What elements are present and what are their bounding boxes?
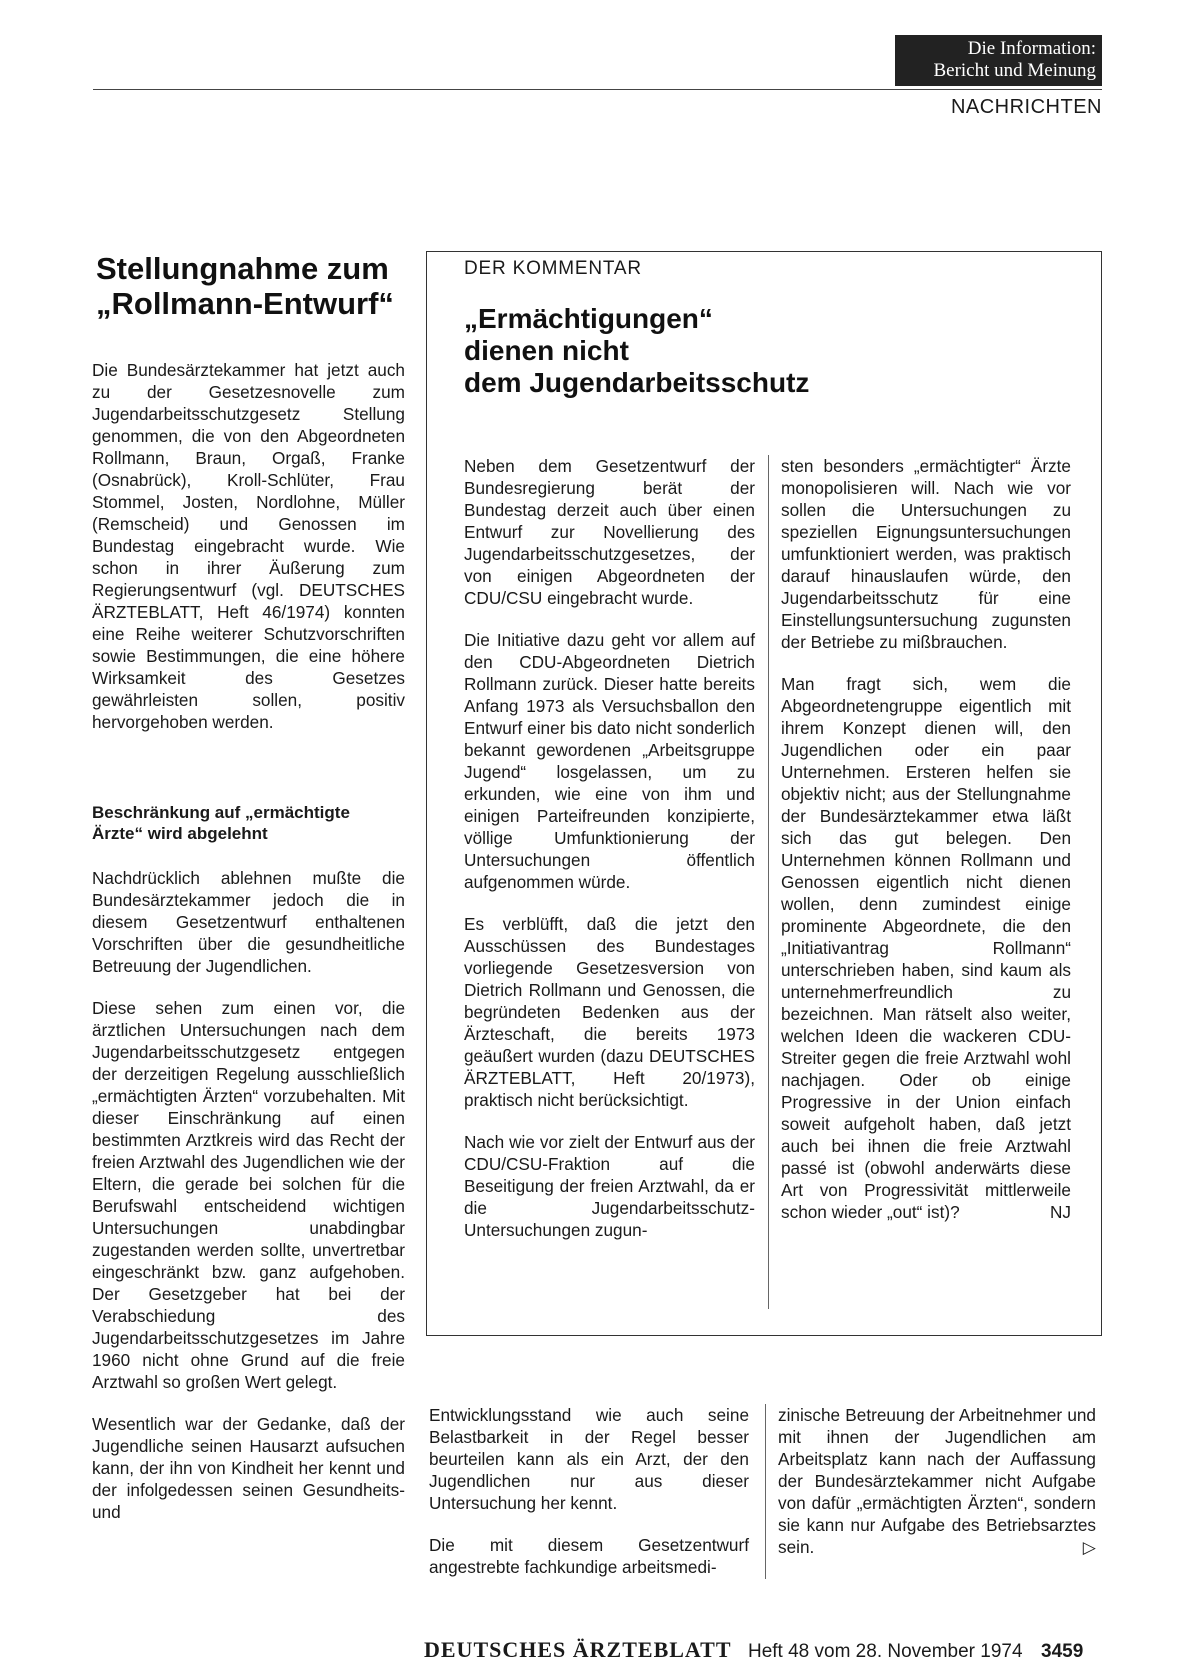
header-rule (93, 89, 1102, 90)
continuation-column-1 (429, 1404, 749, 1598)
page-number: 3459 (1041, 1641, 1084, 1662)
commentary-title-line-2: dienen nicht (464, 335, 629, 366)
left-article-subheading (92, 802, 405, 844)
journal-name: DEUTSCHES ÄRZTEBLATT (424, 1637, 732, 1662)
left-article-body (92, 867, 405, 1543)
left-title-line-1: Stellungnahme zum (96, 251, 389, 286)
commentary-title-line-1: „Ermächtigungen“ (464, 303, 713, 334)
continuation-paragraph: Entwicklungsstand wie auch seine Belastbarkeit in der Regel besser beurteilen kann als ein Arzt, der den Jugendlichen nur aus dieser Untersuchung her kennt. (429, 1405, 749, 1513)
commentary-paragraph: Nach wie vor zielt der Entwurf aus der CDU/CSU-Fraktion auf die Beseitigung der freien Arztwahl, da er die Jugendarbeitsschutz-Untersuchungen zugun- (464, 1132, 755, 1240)
signature: NJ (1049, 1202, 1071, 1222)
issue-info: Heft 48 vom 28. November 1974 (747, 1641, 1023, 1662)
commentary-paragraph: sten besonders „ermächtigter“ Ärzte monopolisieren will. Nach wie vor sollen die Untersuchungen zu speziellen Eignungsuntersuchungen umfunktioniert werden, was praktisch darauf hinauslaufen würde, den Jugendarbeitsschutz für eine Einstellungsuntersuchung zugunsten der Betriebe zu mißbrauchen. (781, 456, 1071, 652)
intro-paragraph: Die Bundesärztekammer hat jetzt auch zu der Gesetzesnovelle zum Jugendarbeitsschutzgesetz Stellung genommen, die von den Abgeordneten Rollmann, Braun, Orgaß, Franke (Osnabrück), Kroll-Schlüter, Frau Stommel, Josten, Nordlohne, Müller (Remscheid) und Genossen im Bundestag eingebracht wurde. Wie schon in ihrer Äußerung zum Regierungsentwurf (vgl. DEUTSCHES ÄRZTEBLATT, Heft 46/1974) konnten eine Reihe weiterer Schutzvorschriften sowie Bestimmungen, die eine höhere Wirksamkeit des Gesetzes gewährleisten sollen, positiv hervorgehoben werden. (92, 360, 405, 732)
page-footer (424, 1637, 1104, 1663)
continuation-column-2 (778, 1404, 1096, 1578)
left-article-intro (92, 359, 405, 753)
badge-line-1: Die Information: (967, 38, 1096, 59)
continue-arrow-icon: ▷ (1082, 1537, 1096, 1557)
continuation-paragraph (778, 1404, 1096, 1558)
commentary-paragraph: Es verblüfft, daß die jetzt den Ausschüssen des Bundestages vorliegende Gesetzesversion von Dietrich Rollmann und Genossen, die begründeten Bedenken aus der Ärzteschaft, die bereits 1973 geäußert wurden (dazu DEUTSCHES ÄRZTEBLATT, Heft 20/1973), praktisch nicht berücksichtigt. (464, 914, 755, 1110)
continuation-paragraph: Die mit diesem Gesetzentwurf angestrebte fachkundige arbeitsmedi- (429, 1535, 749, 1577)
subhead-line-2: Ärzte“ wird abgelehnt (92, 824, 268, 843)
left-article-title (96, 251, 416, 321)
commentary-paragraph: Neben dem Gesetzentwurf der Bundesregierung berät der Bundestag derzeit auch über einen Entwurf zur Novellierung des Jugendarbeitsschutzgesetzes, der von einigen Abgeordneten der CDU/CSU eingebracht wurde. (464, 456, 755, 608)
commentary-title-line-3: dem Jugendarbeitsschutz (464, 367, 810, 398)
commentary-paragraph: Die Initiative dazu geht vor allem auf den CDU-Abgeordneten Dietrich Rollmann zurück. Dieser hatte bereits Anfang 1973 als Versuchsballon den Entwurf einer bis dato nicht sonderlich bekannt gewordenen „Arbeitsgruppe Jugend“ losgelassen, um zu erkunden, wie eine von ihm und einigen Parteifreunden konzipierte, völlige Umfunktionierung der Untersuchungen öffentlich aufgenommen würde. (464, 630, 755, 892)
commentary-column-2 (781, 455, 1071, 1223)
commentary-title (464, 303, 1064, 399)
commentary-label: DER KOMMENTAR (464, 258, 642, 279)
section-badge (895, 35, 1102, 86)
left-paragraph-2: Diese sehen zum einen vor, die ärztlichen Untersuchungen nach dem Jugendarbeitsschutzgesetz entgegen der derzeitigen Regelung ausschließlich „ermächtigten Ärzten“ vorzubehalten. Mit dieser Einschränkung auf einen bestimmten Arztkreis wird das Recht der freien Arztwahl des Jugendlichen wie der Eltern, die gerade bei solchen für die Berufswahl entscheidend wichtigen Untersuchungen unabdingbar zugestanden werden sollte, unvertretbar eingeschränkt bzw. ganz aufgehoben. Der Gesetzgeber hat bei der Verabschiedung des Jugendarbeitsschutzgesetzes im Jahre 1960 nicht ohne Grund auf die freie Arztwahl so großen Wert gelegt. (92, 998, 405, 1392)
column-divider (768, 455, 769, 1309)
left-paragraph-1: Nachdrücklich ablehnen mußte die Bundesärztekammer jedoch die in diesem Gesetzentwurf enthaltenen Vorschriften über die gesundheitliche Betreuung der Jugendlichen. (92, 868, 405, 976)
commentary-paragraph (781, 673, 1071, 1223)
continuation-text: zinische Betreuung der Arbeitnehmer und mit ihnen der Jugendlichen am Arbeitsplatz kann nach der Auffassung der Bundesärztekammer nicht Aufgabe von dafür „ermächtigten Ärzten“, sondern sie kann nur Aufgabe des Betriebsarztes sein. (778, 1405, 1096, 1557)
badge-line-2: Bericht und Meinung (933, 60, 1096, 81)
column-divider (765, 1404, 766, 1579)
section-label: NACHRICHTEN (950, 96, 1102, 118)
commentary-column-1 (464, 455, 755, 1261)
left-title-line-2: „Rollmann-Entwurf“ (96, 286, 394, 321)
commentary-closing-text: Man fragt sich, wem die Abgeordnetengruppe eigentlich mit ihrem Konzept dienen will, den Jugendlichen oder ein paar Unternehmen. Ersteren helfen sie objektiv nicht; aus der Stellungnahme der Bundesärztekammer etwa läßt sich das gut belegen. Den Unternehmen können Rollmann und Genossen eigentlich nicht dienen wollen, denn zumindest einige prominente Abgeordnete, die den „Initiativantrag Rollmann“ unterschrieben haben, sind kaum als unternehmerfreundlich zu bezeichnen. Man rätselt also weiter, welchen Ideen die wackeren CDU-Streiter gegen die freie Arztwahl wohl nachjagen. Oder ob einige Progressive in der Union einfach soweit aufgeholt haben, daß jetzt auch bei ihnen die freie Arztwahl passé ist (obwohl anderwärts diese Art von Progressivität mittlerweile schon wieder „out“ ist)? (781, 674, 1071, 1222)
subhead-line-1: Beschränkung auf „ermächtigte (92, 803, 350, 822)
left-paragraph-3: Wesentlich war der Gedanke, daß der Jugendliche seinen Hausarzt aufsuchen kann, der ihn von Kindheit her kennt und der infolgedessen seinen Gesundheits- und (92, 1414, 405, 1522)
